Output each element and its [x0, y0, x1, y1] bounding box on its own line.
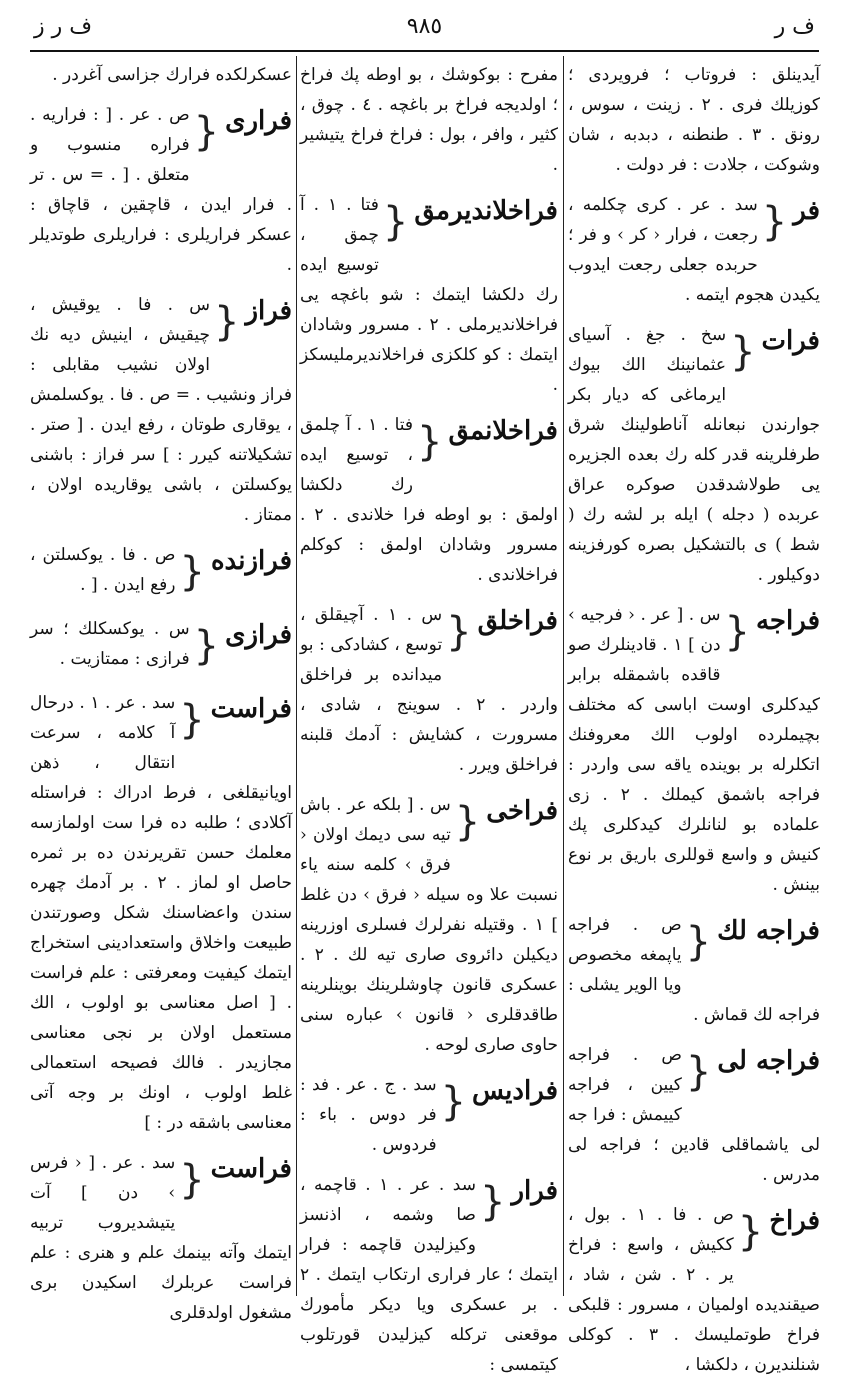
- entry-definition: سد . ج . عر . فد : فر دوس . باء : فردوس .: [300, 1075, 437, 1155]
- continuation-text: آیدینلق : فروتاب ؛ فرویردی ؛ کوزیلك فری . ٢ . زینت ، سوس ، رونق . ٣ . طنطنه ، دبدبه ، شان وشوکت ، جلادت : فر دولت .: [568, 65, 820, 175]
- dictionary-entry: [300, 790, 558, 1060]
- entry-definition: سد . عر . ١ . قاچمه ، صا وشمه ، اذنسز وکیزلیدن قاچمه : فرار ایتمك ؛ عار فراری ارتکاب ایتمك . ٢ . بر عسکری ویا دیکر مأمورك موقعنی ترکله کیزلیدن قورتلوب کیتمسی :: [300, 1175, 558, 1375]
- dictionary-entry: [30, 100, 292, 280]
- dictionary-entry: [300, 190, 558, 400]
- brace-glyph: {: [685, 919, 712, 965]
- entry-headword: فراجه: [755, 606, 820, 636]
- entry-headword: فرادیس: [472, 1076, 558, 1106]
- header-rule: [30, 50, 819, 52]
- entry-headword: فراخلاندیرمق: [414, 196, 558, 226]
- dictionary-entry: [568, 1200, 820, 1380]
- brace-glyph: {: [730, 329, 756, 375]
- entry-headword: فراخلق: [477, 606, 558, 636]
- entry-headword: فراجه لك: [717, 916, 820, 946]
- entry-definition: سد . عر . ١ . درحال آ کلامه ، سرعت انتقال ، ذهن اویانیقلغی ، فرط ادراك : فراستله آکلادی ؛ طلبه ده فرا ست اولمازسه معلمك حسن تقریرندن ده بر ثمره حاصل او لماز . ٢ . بر آدمك چهره سندن واعضاسنك شکل وصورتندن طبیعت واخلاق واستعدادینی استخراج ایتمك کیفیت ومعرفتی : علم فراست . [ اصل معناسی بو اولوب ، الك مستعمل اولان بر نجی معناسی مجازیدر . فالك فصیحه استعمالی غلط اولوب ، اونك بر وجه آتی معناسی باشقه در : ]: [30, 693, 292, 1133]
- brace-glyph: {: [440, 1079, 467, 1125]
- header-right-letters: ف ر: [774, 14, 815, 39]
- entry-headword: فراست: [210, 1154, 292, 1184]
- dictionary-entry: [568, 910, 820, 1030]
- entry-headword: فراز: [245, 296, 292, 326]
- entry-headword: فرار: [511, 1176, 558, 1206]
- entry-definition: ص . فراجه کیین ، فراجه کییمش : فرا جه لی یاشماقلی قادین ؛ فراجه لی مدرس .: [568, 1045, 820, 1185]
- brace-glyph: {: [213, 299, 240, 345]
- entry-headword: فرات: [761, 326, 820, 356]
- continuation-text: مفرح : بوکوشك ، بو اوطه پك فراخ ؛ اولدیجه فراخ بر باغچه . ٤ . چوق ، کثیر ، وافر ، بول : فراخ فراخ یتیشیر .: [300, 65, 558, 175]
- dictionary-entry: [30, 1148, 292, 1328]
- brace-glyph: {: [179, 1157, 205, 1203]
- entry-definition: ص . فا . یوکسلتن ، رفع ایدن . [ .: [30, 545, 176, 595]
- dictionary-entry: [30, 540, 292, 604]
- entry-definition: سد . عر . کری چکلمه ، رجعت ، فرار ‹ کر › و فر ؛ حربده جعلی رجعت ایدوب یکیدن هجوم ایتمه .: [568, 195, 820, 305]
- dictionary-entry: [300, 1070, 558, 1160]
- dictionary-entry: [30, 614, 292, 678]
- header-left-letters: ف ر ز: [34, 14, 93, 39]
- entry-headword: فراخ: [769, 1206, 820, 1236]
- entry-definition: ص . عر . [ : فراریه . فراره منسوب و متعلق . [ . = س . تر . فرار ایدن ، قاچقین ، قاچاق : عسکر فراریلری : فراریلری طوتدیلر .: [30, 105, 292, 275]
- brace-glyph: {: [193, 623, 220, 669]
- entry-headword: فراجه لی: [717, 1046, 820, 1076]
- brace-glyph: {: [479, 1179, 506, 1225]
- column-divider: [563, 56, 564, 1296]
- entry-definition: س . یوکسکلك ؛ سر فرازی : ممتازیت .: [30, 619, 190, 669]
- entry-headword: فراخی: [486, 796, 558, 826]
- dictionary-entry: [30, 290, 292, 530]
- column-divider: [296, 56, 297, 1296]
- entry-definition: فتا . ١ . آ چلمق ، توسیع ایده رك دلکشا اولمق : بو اوطه فرا خلاندی . ٢ . مسرور وشادان اولمق : کوکلم فراخلاندی .: [300, 415, 558, 585]
- dictionary-entry: [30, 688, 292, 1138]
- brace-glyph: {: [179, 697, 205, 743]
- brace-glyph: {: [737, 1209, 764, 1255]
- entry-definition: سد . عر . [ ‹ فرس › دن ] آت یتیشدیروب تربیه ایتمك وآته بینمك علم و هنری : علم فراست عربلرك اسکیدن بری مشغول اولدقلری: [30, 1153, 292, 1323]
- entry-definition: س . [ بلکه عر . باش تیه سی دیمك اولان ‹ فرق › کلمه سنه یاء نسبت علا وه سیله ‹ فرق › دن غلط ] ١ . وقتیله نفرلرك فسلری اوزرینه دیکیلن دائروی صاری تیه لك . ٢ . عسکری قانون چاوشلرینك بوینلرینه طاقدقلری ‹ قانون › عباره سنی حاوی صاری لوحه .: [300, 795, 559, 1055]
- brace-glyph: {: [761, 199, 788, 245]
- dictionary-column-left: [30, 60, 292, 1323]
- brace-glyph: {: [685, 1049, 712, 1095]
- entry-headword: فرازنده: [210, 546, 292, 576]
- brace-glyph: {: [193, 109, 220, 155]
- dictionary-entry: [568, 600, 820, 900]
- entry-definition: ص . فراجه یاپمغه مخصوص ویا الویر یشلی : فراجه لك قماش .: [568, 915, 820, 1025]
- entry-headword: فراخلانمق: [448, 416, 558, 446]
- continuation-text: عسکرلکده فرارك جزاسی آغردر .: [52, 65, 292, 85]
- entry-headword: فراری: [225, 106, 292, 136]
- entry-definition: س . [ عر . ‹ فرجیه › دن ] ١ . قادینلرك صو قاقده باشمقله برابر کیدکلری اوست اباسی که مختلف بچیملرده اولوب الك معروفنك اتکلرله بر بوینده یاقه سی واردر : فراجه باشمق کیملك . ٢ . زی علماده بو لنانلرك کیدکلری پك کنیش و واسع قوللری باریق بر نوع بینش .: [568, 605, 820, 895]
- entry-definition: س . ١ . آچیقلق ، توسع ، کشادکی : بو میدانده بر فراخلق واردر . ٢ . سوینج ، شادی ، مسرورت ، کشایش : آدمك قلبنه فراخلق ویرر .: [300, 605, 558, 775]
- dictionary-entry: [568, 1040, 820, 1190]
- page-header: [30, 12, 819, 46]
- dictionary-entry: [568, 190, 820, 310]
- dictionary-entry: [568, 320, 820, 590]
- dictionary-column-right: [568, 60, 820, 1375]
- entry-headword: فراست: [210, 694, 292, 724]
- dictionary-column-middle: [300, 60, 559, 1375]
- dictionary-entry: [300, 600, 558, 780]
- brace-glyph: {: [454, 799, 481, 845]
- entry-definition: ص . فا . ١ . بول ، ککیش ، واسع : فراخ یر . ٢ . شن ، شاد ، صیقندیده اولمیان ، مسرور : قلبکی فراخ طوتملیسك . ٣ . کوکلی شنلندیرن ، دلکشا ،: [568, 1205, 820, 1375]
- dictionary-entry: [300, 410, 558, 590]
- brace-glyph: {: [724, 609, 750, 655]
- entry-definition: سخ . جغ . آسیای عثمانینك الك بیوك ایرماغی که دیار بكر جوارندن نبعانله آناطولینك شرق طرفلرینه قدر کله رك بعده الجزیره یی طولاشدقدن صوکره عراق عربده ( دجله ) ایله بر لشه رك ( شط ) ی بالتشکیل بصره کورفزینه دوکیلور .: [568, 325, 820, 585]
- page-number: ٩٨٥: [406, 14, 443, 39]
- brace-glyph: {: [179, 549, 205, 595]
- entry-definition: فتا . ١ . آ چمق ، توسیع ایده رك دلکشا ایتمك : شو باغچه یی فراخلاندیرملی . ٢ . مسرور وشادان ایتمك : کو کلکزی فراخلاندیرملیسکز .: [300, 195, 558, 395]
- brace-glyph: {: [382, 199, 409, 245]
- entry-headword: فر: [793, 196, 820, 226]
- entry-headword: فرازی: [225, 620, 292, 650]
- dictionary-entry: [300, 1170, 558, 1380]
- brace-glyph: {: [446, 609, 472, 655]
- brace-glyph: {: [417, 419, 443, 465]
- entry-definition: س . فا . یوقیش ، چیقیش ، اینیش دیه نك اولان نشیب مقابلی : فراز ونشیب . = ص . فا . یوکسلمش ، یوقاری طوتان ، رفع ایدن . [ صتر . تشکیلاتنه کیرر : ] سر فراز : باشنی یوکسلتن ، باشی یوقاریده اولان ، ممتاز .: [30, 295, 292, 525]
